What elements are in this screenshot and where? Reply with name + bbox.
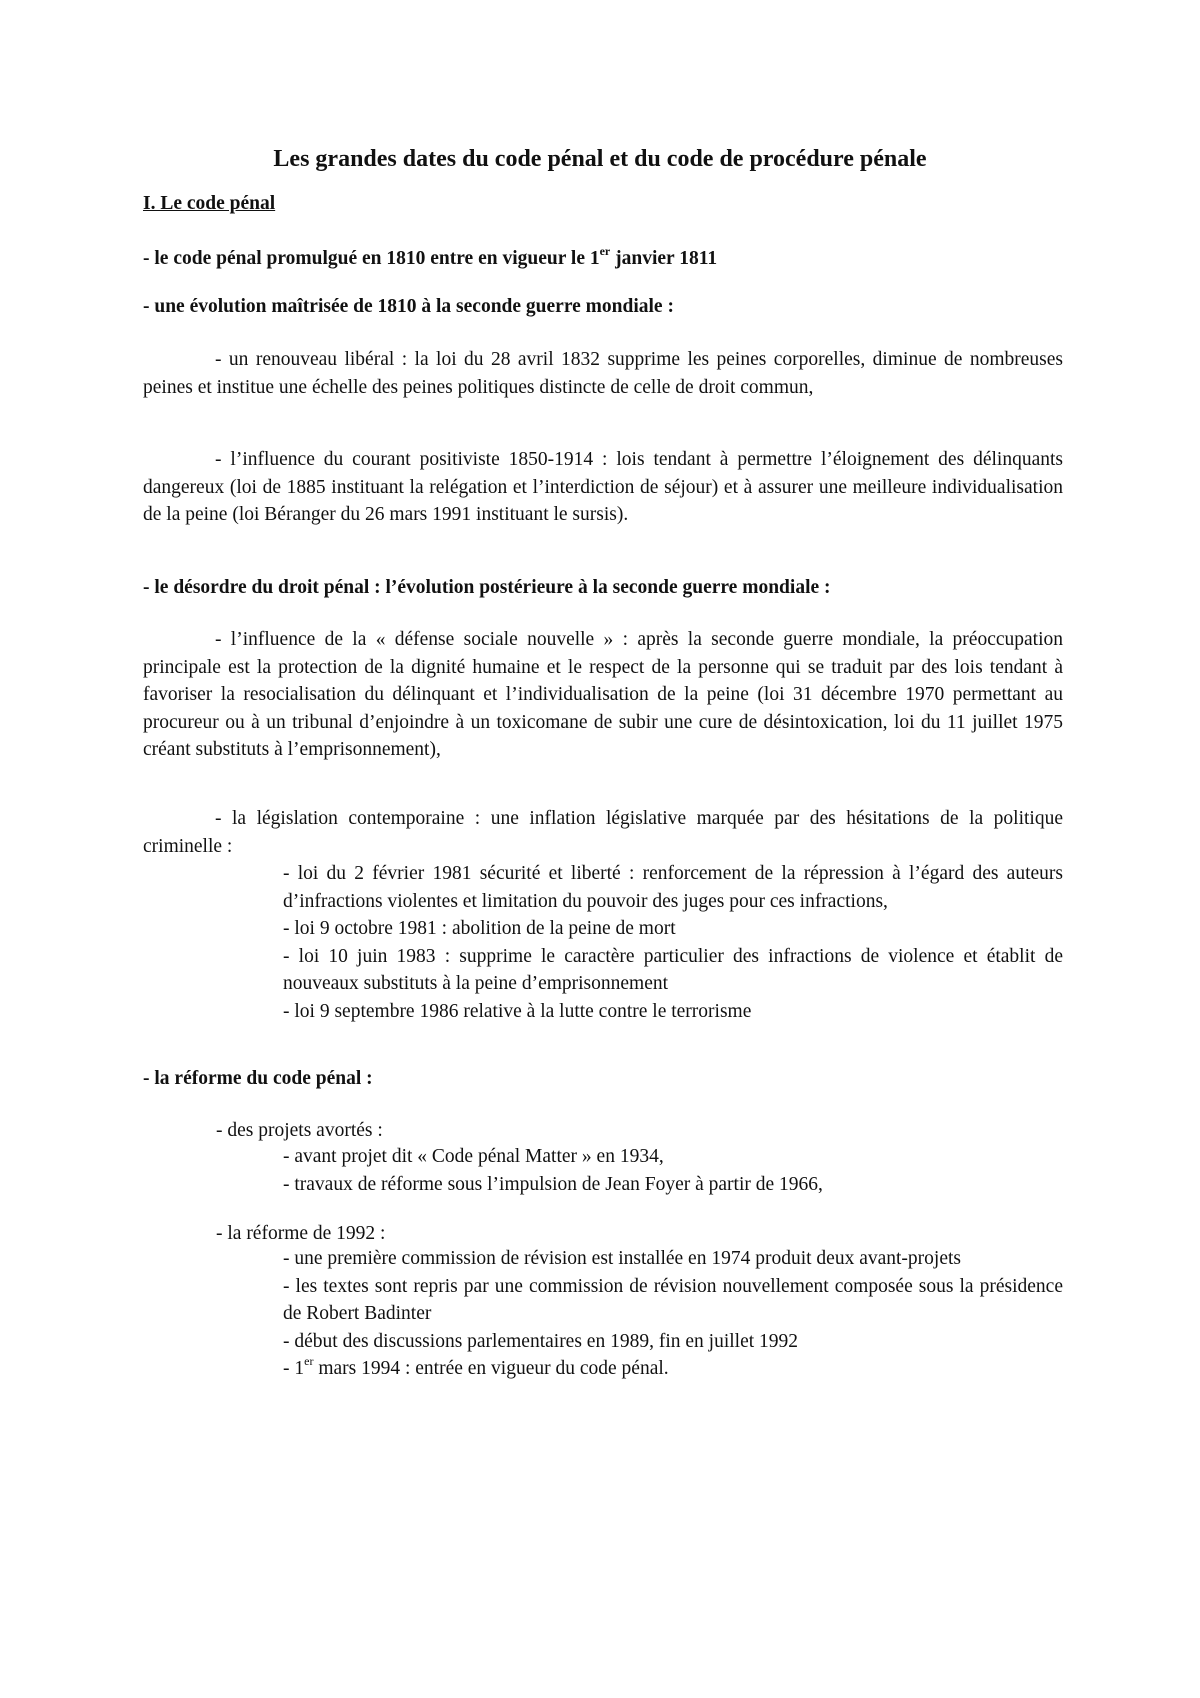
list-item <box>283 1355 1063 1383</box>
section-heading-text: I. Le code pénal <box>143 193 276 214</box>
reforme-list <box>283 1245 1063 1383</box>
paragraph-renouveau: - un renouveau libéral : la loi du 28 avril 1832 supprime les peines corporelles, diminue de nombreuses peines et institue une échelle des peines politiques distincte de celle de droit commun, <box>143 349 1063 398</box>
projets-list <box>283 1143 1063 1198</box>
paragraph-positiviste: - l’influence du courant positiviste 1850-1914 : lois tendant à permettre l’éloignement des délinquants dangereux (loi de 1885 instituant la relégation et l’interdiction de séjour) et à assurer une meilleure individualisation de la peine (loi Béranger du 26 mars 1991 instituant le sursis). <box>143 449 1063 525</box>
list-item-prefix: - 1 <box>283 1358 305 1379</box>
heading-desordre: - le désordre du droit pénal : l’évolution postérieure à la seconde guerre mondiale : <box>143 577 831 598</box>
list-item: - avant projet dit « Code pénal Matter » en 1934, <box>283 1146 664 1167</box>
list-item: - loi du 2 février 1981 sécurité et liberté : renforcement de la répression à l’égard des auteurs d’infractions violentes et limitation du pouvoir des juges pour ces infractions, <box>283 863 1063 912</box>
list-item: - une première commission de révision est installée en 1974 produit deux avant-projets <box>283 1248 961 1269</box>
legislation-list <box>283 860 1063 1025</box>
paragraph-projets: - des projets avortés : <box>216 1120 383 1141</box>
list-item: - les textes sont repris par une commission de révision nouvellement composée sous la présidence de Robert Badinter <box>283 1275 1063 1324</box>
paragraph-reforme-1992: - la réforme de 1992 : <box>216 1223 386 1244</box>
heading-promulgation-text: - le code pénal promulgué en 1810 entre en vigueur le 1 <box>143 248 600 269</box>
heading-evolution: - une évolution maîtrisée de 1810 à la seconde guerre mondiale : <box>143 296 674 317</box>
heading-promulgation-date: janvier 1811 <box>610 248 718 269</box>
list-item: - loi 9 septembre 1986 relative à la lutte contre le terrorisme <box>283 1000 752 1022</box>
list-item: - loi 10 juin 1983 : supprime le caractère particulier des infractions de violence et établit de nouveaux substituts à la peine d’emprisonnement <box>283 945 1063 994</box>
list-item: - travaux de réforme sous l’impulsion de Jean Foyer à partir de 1966, <box>283 1173 823 1195</box>
paragraph-defense-sociale: - l’influence de la « défense sociale nouvelle » : après la seconde guerre mondiale, la préoccupation principale est la protection de la dignité humaine et le respect de la personne qui se traduit par des lois tendant à favoriser la resocialisation du délinquant et l’individualisation de la peine (loi 31 décembre 1970 permettant au procureur ou à un tribunal d’enjoindre à un toxicomane de subir une cure de désintoxication, loi du 11 juillet 1975 créant substituts à l’emprisonnement), <box>143 629 1063 760</box>
section-heading <box>143 190 1063 218</box>
heading-promulgation <box>143 245 1063 273</box>
heading-reforme: - la réforme du code pénal : <box>143 1068 373 1089</box>
list-item: - loi 9 octobre 1981 : abolition de la peine de mort <box>283 918 676 939</box>
ordinal-superscript: er <box>304 1353 314 1368</box>
list-item-text: mars 1994 : entrée en vigueur du code pénal. <box>313 1358 669 1379</box>
paragraph-legislation: - la législation contemporaine : une inflation législative marquée par des hésitations de la politique criminelle : <box>143 808 1063 857</box>
document-title: Les grandes dates du code pénal et du code de procédure pénale <box>273 146 927 172</box>
list-item: - début des discussions parlementaires en 1989, fin en juillet 1992 <box>283 1330 799 1352</box>
ordinal-superscript: er <box>599 243 611 258</box>
